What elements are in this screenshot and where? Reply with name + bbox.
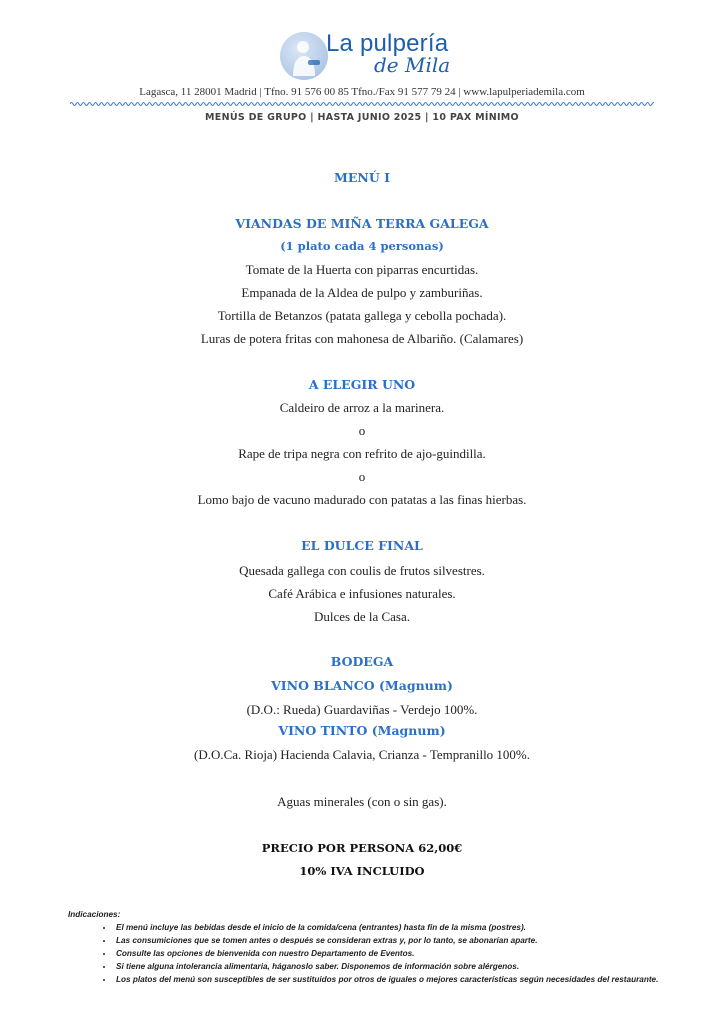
- menu-or: o: [358, 423, 366, 438]
- notes-list: [68, 921, 668, 986]
- contact-address: Lagasca, 11 28001 Madrid | Tfno. 91 576 00 85 Tfno./Fax 91 577 79 24 | www.lapulperiademila.com: [139, 86, 585, 98]
- menu-title: MENÚ I: [334, 170, 390, 185]
- white-wine-title: VINO BLANCO (Magnum): [271, 678, 453, 693]
- note-item: • Los platos del menú son susceptibles de ser sustituidos por otros de iguales o mejores características según necesidades del restaurante.: [114, 973, 668, 986]
- menu-or: o: [358, 469, 366, 484]
- menu-item: Tortilla de Betanzos (patata gallega y cebolla pochada).: [217, 308, 507, 323]
- notes-section: [68, 908, 668, 986]
- note-item: • Si tiene alguna intolerancia alimentaria, háganoslo saber. Disponemos de información sobre alérgenos.: [114, 960, 668, 973]
- brand-name: La pulpería: [326, 30, 449, 57]
- page-header: [0, 0, 724, 130]
- menu-item: Rape de tripa negra con refrito de ajo-guindilla.: [238, 446, 486, 461]
- chef-figure-icon: [288, 38, 322, 78]
- note-item: • El menú incluye las bebidas desde el inicio de la comida/cena (entrantes) hasta fin de la misma (postres).: [114, 921, 668, 934]
- menu-item: Lomo bajo de vacuno madurado con patatas a las finas hierbas.: [197, 492, 527, 507]
- menu-item: Caldeiro de arroz a la marinera.: [279, 400, 445, 415]
- section-elegir-title: A ELEGIR UNO: [308, 377, 416, 392]
- restaurant-logo: [278, 30, 458, 82]
- water-item: Aguas minerales (con o sin gas).: [277, 794, 447, 809]
- price-per-person: PRECIO POR PERSONA 62,00€: [261, 841, 463, 855]
- vat-included: 10% IVA INCLUIDO: [299, 864, 425, 878]
- menu-item: Tomate de la Huerta con piparras encurtidas.: [245, 262, 479, 277]
- menu-item: Café Arábica e infusiones naturales.: [268, 586, 456, 601]
- note-item: • Las consumiciones que se tomen antes o después se consideran extras y, por lo tanto, se abonarían aparte.: [114, 934, 668, 947]
- section-viandas-note: (1 plato cada 4 personas): [280, 239, 444, 253]
- white-wine-item: (D.O.: Rueda) Guardaviñas - Verdejo 100%.: [246, 702, 478, 717]
- section-dulce-title: EL DULCE FINAL: [301, 538, 423, 553]
- section-viandas-title: VIANDAS DE MIÑA TERRA GALEGA: [235, 216, 489, 231]
- brand-subname: de Mila: [374, 53, 451, 77]
- menu-item: Dulces de la Casa.: [313, 609, 411, 624]
- section-bodega-title: BODEGA: [330, 654, 394, 669]
- menu-item: Empanada de la Aldea de pulpo y zamburiñas.: [241, 285, 483, 300]
- menu-subtitle: MENÚS DE GRUPO | HASTA JUNIO 2025 | 10 PAX MÍNIMO: [205, 112, 519, 123]
- notes-title: Indicaciones:: [68, 910, 121, 919]
- red-wine-item: (D.O.Ca. Rioja) Hacienda Calavia, Crianza - Tempranillo 100%.: [193, 747, 531, 762]
- note-item: • Consulte las opciones de bienvenida con nuestro Departamento de Eventos.: [114, 947, 668, 960]
- decorative-wave-divider: [70, 100, 654, 108]
- menu-item: Quesada gallega con coulis de frutos silvestres.: [239, 563, 485, 578]
- red-wine-title: VINO TINTO (Magnum): [278, 723, 446, 738]
- menu-item: Luras de potera fritas con mahonesa de Albariño. (Calamares): [200, 331, 524, 346]
